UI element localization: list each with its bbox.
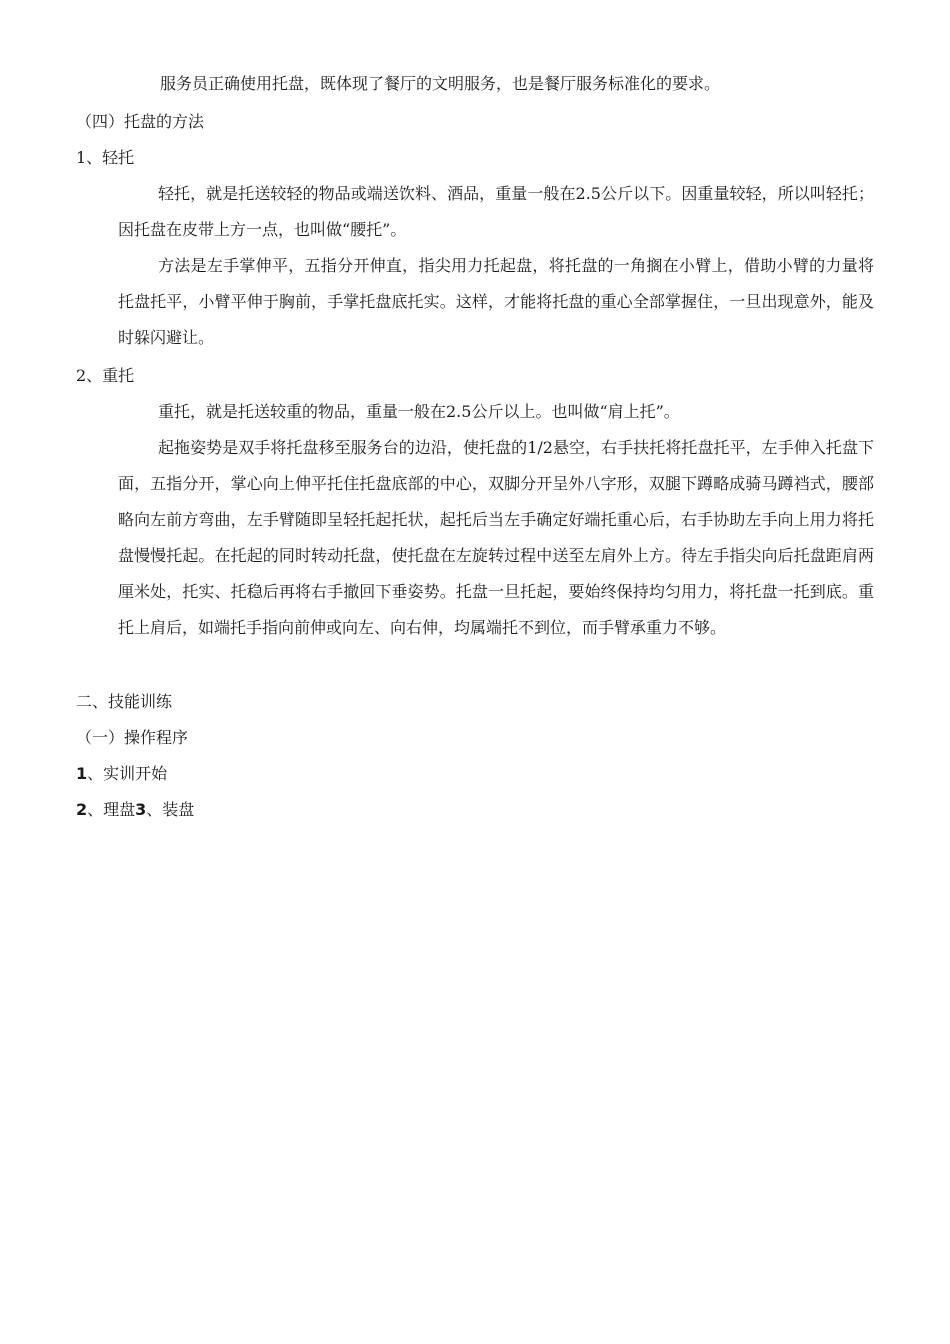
subheading-light-tray: 1、轻托 — [76, 148, 135, 167]
step-1-number: 1 — [76, 764, 88, 783]
heavy-tray-posture-paragraph: 起拖姿势是双手将托盘移至服务台的边沿，使托盘的1/2悬空，右手扶托将托盘托平，左手伸入托盘下面，五指分开，掌心向上伸平托住托盘底部的中心，双脚分开呈外八字形，双腿下蹲略成骑马蹲裆式，腰部略向左前方弯曲，左手臂随即呈轻托起托状，起托后当左手确定好端托重心后，右手协助左手向上用力将托盘慢慢托起。在托起的同时转动托盘，使托盘在左旋转过程中送至左肩外上方。待左手指尖向后托盘距肩两厘米处，托实、托稳后再将右手撤回下垂姿势。托盘一旦托起，要始终保持均匀用力，将托盘一托到底。重托上肩后，如端托手指向前伸或向左、向右伸，均属端托不到位，而手臂承重力不够。 — [118, 438, 874, 637]
subsection-heading-procedure: （一）操作程序 — [76, 728, 189, 747]
heavy-tray-definition-paragraph: 重托，就是托送较重的物品，重量一般在2.5公斤以上。也叫做“肩上托”。 — [158, 402, 680, 421]
subheading-heavy-tray: 2、重托 — [76, 366, 135, 385]
light-tray-method-paragraph: 方法是左手掌伸平，五指分开伸直，指尖用力托起盘，将托盘的一角搁在小臂上，借助小臂的力量将托盘托平，小臂平伸于胸前，手掌托盘底托实。这样，才能将托盘的重心全部掌握住，一旦出现意外，能及时躲闪避让。 — [118, 256, 874, 347]
light-tray-definition-paragraph: 轻托，就是托送较轻的物品或端送饮料、酒品，重量一般在2.5公斤以下。因重量较轻，所以叫轻托；因托盘在皮带上方一点，也叫做“腰托”。 — [118, 184, 874, 239]
step-3-number: 3 — [135, 800, 147, 819]
step-2-3-line — [76, 800, 194, 820]
section-heading-tray-methods: （四）托盘的方法 — [76, 112, 205, 131]
intro-paragraph: 服务员正确使用托盘，既体现了餐厅的文明服务，也是餐厅服务标准化的要求。 — [160, 74, 721, 93]
step-2-number: 2 — [76, 800, 88, 819]
step-1-text: 、实训开始 — [87, 764, 168, 783]
step-3-text: 、装盘 — [146, 800, 195, 819]
part-heading-skill-training: 二、技能训练 — [76, 692, 173, 711]
step-2-text: 、理盘 — [87, 800, 136, 819]
step-1-line — [76, 764, 167, 784]
